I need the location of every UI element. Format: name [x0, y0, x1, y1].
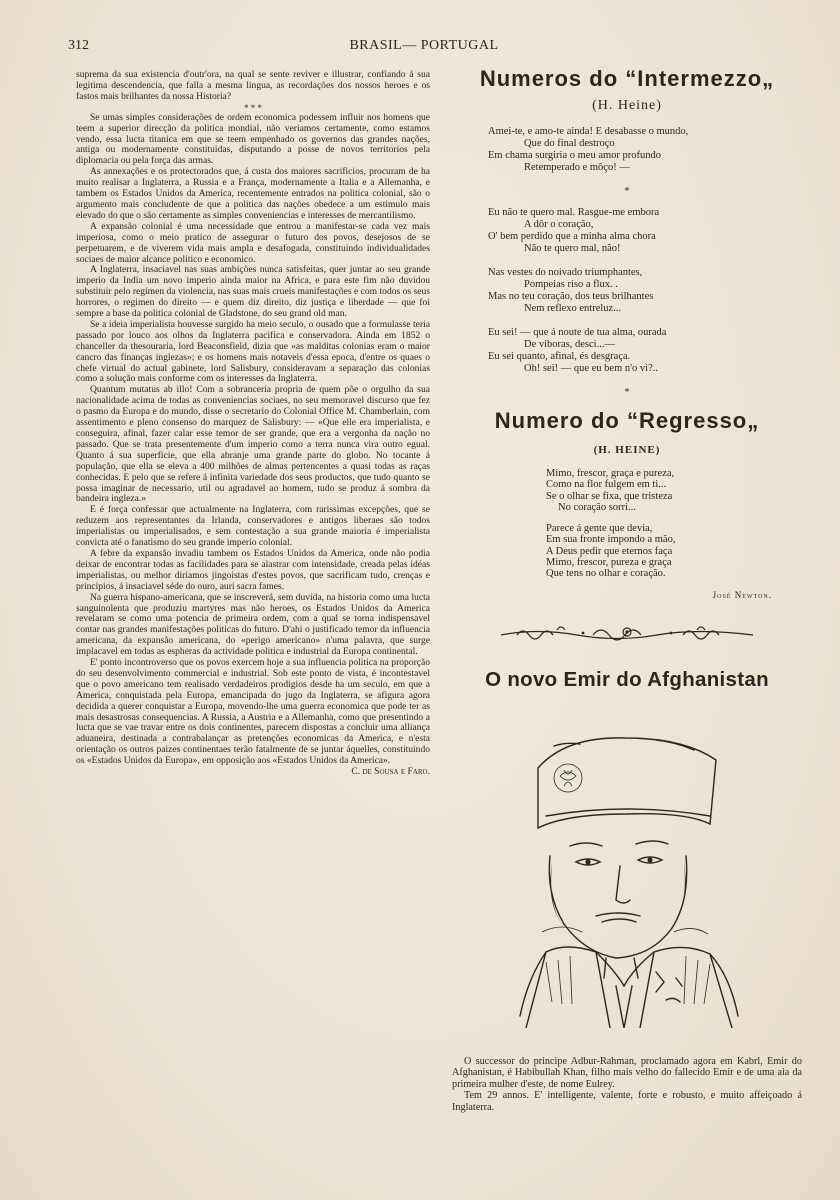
article-signature: C. de Sousa e Faro. [351, 767, 430, 778]
verse-line: Mimo, frescor, pureza e graça [546, 557, 672, 569]
article-paragraph: A febre da expansão invadiu tambem os Estados Unidos da America, onde não podia deixar de encontrar todas as facilidades para se alastrar com intensidade, creada pelas idéas imperialistas, ou melhor diriamos jingoistas d'estes povos, que sacrificam tudo, crenças e principios, á insaciavel séde do ouro, auri sacra fames. [76, 547, 430, 592]
stanza-separator: * [624, 186, 630, 197]
article-paragraph: As annexações e os protectorados que, á custa dos maiores sacrificios, procuram de ha muito realisar a Inglaterra, a Russia e a França, modernamente a Italia e a Allemanha, e tambem os Estados Unidos da America, recentemente entrados na politica colonial, são o argumento mais concludente de que a politica das nações obedece a um estimulo mais elevado do que o são certamente as simples conveniencias e interesses de mercantilismo. [76, 166, 430, 221]
verse-line: A dôr o coração, [524, 219, 594, 230]
article-paragraph: E' ponto incontroverso que os povos exercem hoje a sua influencia politica na proporção do seu desenvolvimento commercial e industrial. Sob este ponto de vista, é incontestavel que o povo americano tem realisado verdadeiros prodigios desde ha um seculo, em que a America, conquistada pela Europa, emancipada do jugo da Inglaterra, se afigura agora decidida a querer conquistar a Europa, movendo-lhe uma guerra economica que pode ter as mais desastrosas consequencias. A Russia, a Austria e a Allemanha, como que presentindo a lucta que se vae travar entre os dois continentes, parecem dispostas a concluir uma alliança aduaneira, destinada a contrabalançar as pretenções economicas da America, e n'esta orientação os outros paizes continentaes terão fatalmente de se juntar áquelles, constituindo os «Estados Unidos da Europa», em opposição aos «Estados Unidos da America». [76, 657, 430, 767]
poem1-stanza [488, 207, 802, 255]
verse-line: Retemperado e môço! — [524, 162, 630, 173]
verse-line: Eu sei! — que á noute de tua alma, ourada [488, 327, 667, 338]
poem-separator: * [624, 387, 630, 398]
article-paragraph: Se a ideia imperialista houvesse surgido ha meio seculo, o ousado que a formulasse teria passado por louco aos olhos da Inglaterra pacifica e conservadora. Ainda em 1852 o chanceller da thesouraria, lord Beaconsfield, dizia que «as malditas colonias eram o maior cancro das finanças inglezas»; e os homens mais notaveis d'essa epoca, d'entre os quaes o chefe virtual do actual gabinete, lord Salisbury, consideravam a separação das colonias como a solução mais conforme com os interesses da Inglaterra. [76, 318, 430, 385]
verse-line: A Deus pedir que eternos faça [546, 545, 673, 557]
poem2-stanza [534, 468, 802, 513]
verse-line: No coração sorri... [558, 501, 636, 513]
poems-column [452, 66, 802, 1113]
article-paragraph: Se umas simples considerações de ordem economica podessem influir nos homens que teem a superior direcção da politica mondial, não veriamos certamente, como estamos vendo, essa lucta titanica em que se teem empenhado os governos das grandes nações, antiga ou modernamente constituidas, disputando a posse de novos territorios pela diplomacia ou pela força das armas. [76, 111, 430, 167]
poem2-signature: José Newton. [712, 589, 772, 600]
verse-line: Eu sei quanto, afinal, és desgraça. [488, 351, 631, 362]
article-paragraph: E é força confessar que actualmente na Inglaterra, com rarissimas excepções, que se reduzem aos representantes da Irlanda, conservadores e antigos liberaes são todos imperialistas ou imperialisados, e sem contestação a sua grande maioria é imperialista convicta até o fanatismo do seu grande imperio colonial. [76, 504, 430, 549]
verse-line: Mas no teu coração, dos teus brilhantes [488, 291, 654, 302]
article-paragraph: suprema da sua existencia d'outr'ora, na qual se sente reviver e illustrar, confiando á sua legitima descendencia, que falla a mesma lingua, as recordações dos nossos heroes e os fastos mais brilhantes da nossa Historia? [76, 69, 430, 102]
poem1-stanza [488, 267, 802, 315]
running-head [68, 38, 780, 56]
poem1-stanza [488, 126, 802, 174]
verse-line: Como na flor fulgem em ti... [546, 479, 667, 491]
emir-title: O novo Emir do Afghanistan [485, 667, 769, 691]
article-column [76, 70, 430, 778]
emir-portrait-icon [506, 716, 746, 1028]
poem2-author: (H. HEINE) [593, 444, 661, 456]
portrait-caption [452, 1056, 802, 1114]
article-paragraph: A expansão colonial é uma necessidade que entrou a manifestar-se cada vez mais imperiosa, como o meio pratico de assegurar o futuro dos povos, desejosos de se perpetuarem, e de viverem vida mais ampla e desafogada, constituindo individualidades sociaes de maior alcance politico e economico. [76, 220, 430, 265]
caption-paragraph: O successor do principe Adbur-Rahman, proclamado agora em Kabrl, Emir do Afghanistan, é Habibullah Khan, filho mais velho do fallecido Emir e de uma aia da primeira mulher d'este, de nome Eulrey. [452, 1055, 802, 1090]
poem2-stanza [534, 523, 802, 579]
verse-line: Que tens no olhar e coração. [546, 568, 666, 580]
article-paragraph: A Inglaterra, insaciavel nas suas ambições nunca satisfeitas, quer juntar ao seu grande imperio da India um novo imperio ainda maior na Africa, e para este fim não duvidou substituir pelo regimen da violencia, nas suas mais crueis manifestações e com todos os seus horrores, o regimen do direito — e quem diz direito, diz justiça e liberdade — que foi sempre a base da politica colonial de Gladstone, do seu grand old man. [76, 264, 430, 320]
running-title: BRASIL— PORTUGAL [349, 38, 499, 53]
verse-line: Parece á gente que devia, [546, 523, 653, 535]
article-paragraph: Quantum mutatus ab illo! Com a sobranceria propria de quem põe o orgulho da sua nacionalidade acima de todas as conveniencias sociaes, no seu memoravel discurso que fez o pasmo da Europa e do mundo, disse o secretario do Colonial Office M. Chamberlain, com assentimento e pleno consenso do marquez de Salisbury: — «Que elle era imperialista, e conseguira, afinal, fazer calar esse temor de ser grande, que era a vergonha da nação no passado. Que se trata presentemente d'um imperio como a terra nunca vira outro egual. Quanto á sua superficie, que ella abranje uma grande parte do globo. No tocante á população, que ella se eleva a 400 milhões de almas pertencentes a quasi todas as raças conhecidas. E pelo que se refere á infinita variedade dos seus productos, que tudo quanto se possa imaginar de necessario, util ou agradavel ao homem, tudo se produz á sombra da bandeira ingleza.» [76, 384, 430, 505]
verse-line: Em sua fronte impondo a mão, [546, 534, 676, 546]
verse-line: Mimo, frescor, graça e pureza, [546, 468, 675, 479]
verse-line: Pompeias riso a flux. . [524, 279, 618, 290]
poem1-author: (H. Heine) [592, 98, 662, 113]
verse-line: Eu não te quero mal. Rasgue-me embora [488, 207, 660, 218]
verse-line: O' bem perdido que a minha alma chora [488, 231, 656, 242]
verse-line: Que do final destroço [524, 138, 615, 149]
article-paragraph: Na guerra hispano-americana, que se inscreverá, sem duvida, na historia como uma lucta sanguinolenta que produziu martyres mas não heroes, os Estados Unidos da America revelaram se como uma potencia de primeira ordem, com a qual se torna indispensavel contar nas grandes manifestações politicas do futuro. D'ahi o justificado temor da influencia americana, da expansão americana, do «perigo americano» n'uma palavra, que surge implacavel em todas as espheras da actividade politica e industrial da Europa continental. [76, 591, 430, 658]
ornament-divider-icon [497, 618, 757, 648]
verse-line: Em chama surgiria o meu amor profundo [488, 150, 662, 161]
poem1-stanza [488, 327, 802, 375]
verse-line: Amei-te, e amo-te ainda! E desabasse o mundo, [488, 126, 689, 137]
section-separator: * * * [244, 102, 262, 113]
verse-line: Não te quero mal, não! [524, 243, 621, 254]
page-number: 312 [68, 38, 89, 53]
verse-line: De viboras, desci...— [524, 339, 615, 350]
verse-line: Se o olhar se fixa, que tristeza [546, 490, 673, 502]
verse-line: Oh! sei! — que eu bem n'o vi?.. [524, 363, 658, 374]
poem1-title: Numeros do “Intermezzo„ [479, 66, 775, 91]
verse-line: Nem reflexo entreluz... [524, 303, 622, 314]
verse-line: Nas vestes do noivado triumphantes, [488, 267, 643, 278]
caption-paragraph: Tem 29 annos. E' intelligente, valente, forte e robusto, e muito affeiçoado á Inglaterra. [452, 1090, 802, 1113]
poem2-title: Numero do “Regresso„ [494, 408, 760, 433]
